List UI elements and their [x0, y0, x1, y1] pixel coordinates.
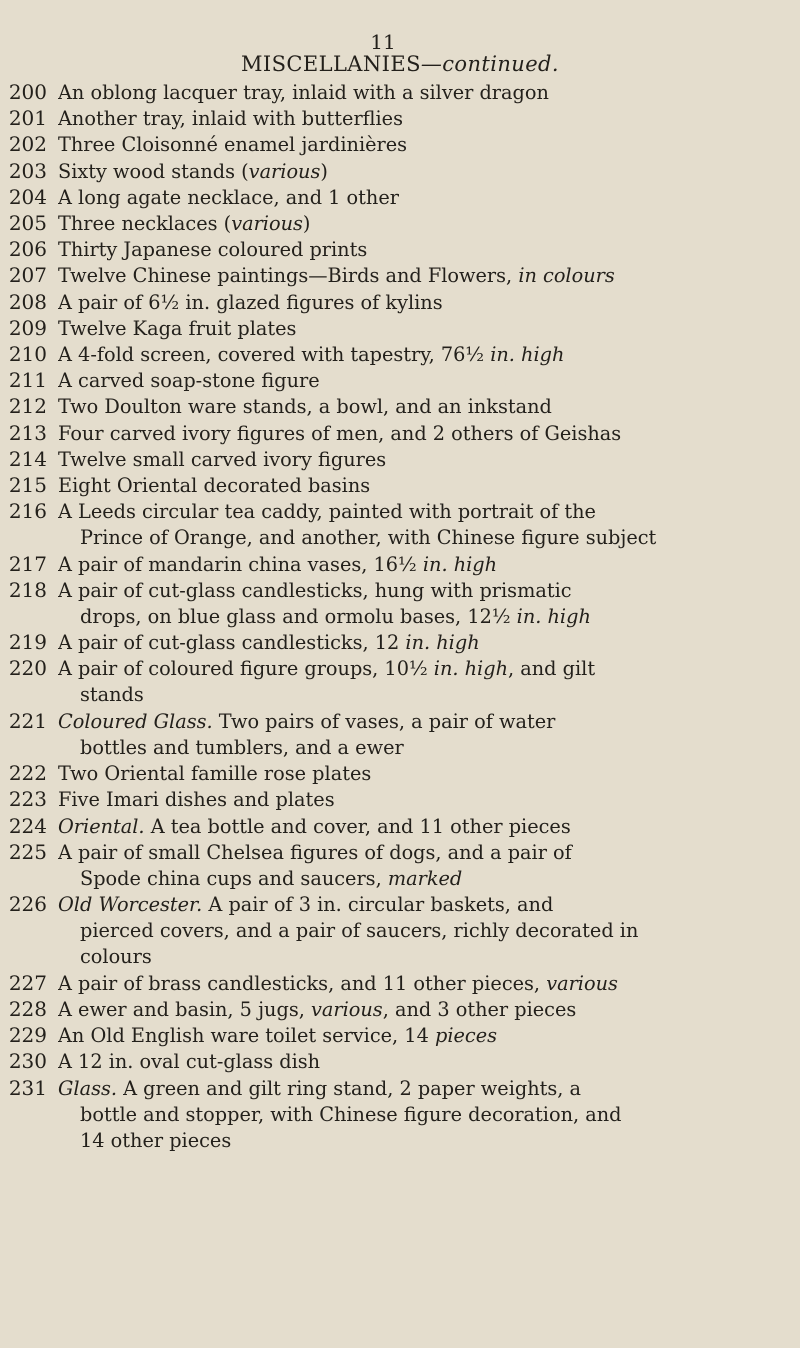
lot-description-line: A pair of mandarin china vases, 16½ in. high [58, 552, 498, 576]
lot-number: 217 [8, 551, 47, 576]
lot-description [58, 787, 800, 813]
lot-description [58, 578, 800, 630]
lot-description-line: Twelve small carved ivory figures [58, 447, 387, 471]
lot-description-line: A long agate necklace, and 1 other [58, 185, 399, 209]
lot-description [58, 394, 800, 420]
lot-description [58, 656, 800, 708]
lot-description-line: Eight Oriental decorated basins [58, 474, 371, 497]
lot-description-line: Three Cloisonné enamel jardinières [58, 133, 408, 157]
lot-description-line: A pair of cut-glass candlesticks, hung with prismatic [58, 578, 572, 602]
lot-description-line: Two Oriental famille rose plates [58, 762, 372, 786]
lot-number: 210 [8, 342, 47, 366]
lot-number: 207 [8, 263, 47, 288]
lot-description [58, 80, 800, 106]
lot-number: 201 [8, 106, 47, 131]
lot-description [58, 447, 800, 473]
lot-number: 220 [8, 656, 47, 681]
lot-description [58, 971, 800, 997]
lot-description [58, 761, 800, 787]
lot-description [58, 290, 800, 316]
lot-description-line: A pair of 6½ in. glazed figures of kylins [58, 290, 443, 314]
lot-description-line: A pair of small Chelsea figures of dogs, and a pair of [58, 840, 572, 864]
lot-number: 222 [8, 761, 47, 786]
lot-description-line: bottle and stopper, with Chinese figure decoration, and [80, 1102, 622, 1126]
lot-description-line: Prince of Orange, and another, with Chinese figure subject [80, 526, 657, 550]
lot-description [58, 892, 800, 970]
lot-description-line: Two Doulton ware stands, a bowl, and an inkstand [58, 395, 552, 419]
lot-description [58, 709, 800, 761]
lot-number: 225 [8, 839, 47, 864]
lot-description [58, 840, 800, 892]
lot-description [58, 552, 800, 578]
lot-description-line: A pair of coloured figure groups, 10½ in. high, and gilt [58, 657, 596, 681]
lot-description-line: An oblong lacquer tray, inlaid with a silver dragon [58, 81, 549, 104]
lot-description [58, 263, 800, 289]
lot-description-line: A pair of brass candlesticks, and 11 other pieces, various [58, 971, 618, 995]
lot-description [58, 342, 800, 368]
lot-description-line: pierced covers, and a pair of saucers, richly decorated in [80, 919, 639, 943]
section-title: MISCELLANIES [241, 52, 421, 76]
lot-number: 200 [8, 80, 47, 104]
lot-number: 231 [8, 1075, 47, 1100]
lot-description [58, 185, 800, 211]
lot-description-line: bottles and tumblers, and a ewer [80, 735, 404, 759]
lot-description [58, 159, 800, 185]
lot-description-line: Twelve Chinese paintings—Birds and Flowers, in colours [58, 264, 615, 288]
lot-number: 206 [8, 237, 47, 262]
lot-description [58, 421, 800, 447]
lot-description [58, 814, 800, 840]
lot-number: 223 [8, 787, 47, 812]
lot-number: 227 [8, 970, 47, 995]
lot-number: 228 [8, 997, 47, 1021]
lot-description [58, 1076, 800, 1154]
lot-description-line: Old Worcester. A pair of 3 in. circular baskets, and [58, 893, 554, 917]
lot-description-line: Coloured Glass. Two pairs of vases, a pair of water [58, 709, 556, 733]
lot-number: 202 [8, 132, 47, 157]
lot-number: 224 [8, 813, 47, 838]
lot-description-line: A carved soap-stone figure [58, 369, 320, 393]
lot-description-line: stands [80, 683, 144, 707]
lot-number: 212 [8, 394, 47, 419]
lot-description [58, 1023, 800, 1049]
lot-description [58, 997, 800, 1023]
lot-description [58, 368, 800, 394]
lot-description-line: A pair of cut-glass candlesticks, 12 in. high [58, 631, 480, 655]
lot-description [58, 473, 800, 499]
lot-number: 219 [8, 630, 47, 655]
lot-number: 229 [8, 1023, 47, 1048]
lot-number: 211 [8, 368, 47, 393]
lot-description [58, 211, 800, 237]
lot-description-line: Another tray, inlaid with butterflies [58, 107, 403, 131]
lot-number: 215 [8, 473, 47, 497]
lot-description-line: colours [80, 945, 152, 969]
page-number: 11 [370, 30, 396, 54]
lot-description-line: An Old English ware toilet service, 14 pieces [58, 1024, 498, 1048]
lot-description-line: Spode china cups and saucers, marked [80, 866, 463, 890]
lot-number: 213 [8, 420, 47, 445]
lot-description-line: A ewer and basin, 5 jugs, various, and 3 other pieces [58, 998, 577, 1021]
lot-description [58, 132, 800, 158]
section-heading [0, 52, 800, 76]
lot-description-line: Four carved ivory figures of men, and 2 others of Geishas [58, 421, 622, 445]
lot-description-line: Three necklaces (various) [58, 212, 311, 235]
lot-number: 214 [8, 446, 47, 471]
lot-description [58, 237, 800, 263]
lot-number: 204 [8, 184, 47, 209]
lot-description [58, 106, 800, 132]
lot-number: 208 [8, 289, 47, 314]
lot-description-line: A Leeds circular tea caddy, painted with portrait of the [58, 500, 596, 524]
lot-number: 230 [8, 1049, 47, 1074]
lot-description [58, 630, 800, 656]
lot-description-line: A 12 in. oval cut-glass dish [58, 1050, 321, 1074]
lot-number: 221 [8, 708, 47, 733]
lot-number: 218 [8, 577, 47, 602]
lot-description-line: Oriental. A tea bottle and cover, and 11 other pieces [58, 814, 571, 838]
lot-description-line: Twelve Kaga fruit plates [58, 316, 297, 340]
lot-description-line: Glass. A green and gilt ring stand, 2 paper weights, a [58, 1076, 582, 1100]
lot-description-line: drops, on blue glass and ormolu bases, 12½ in. high [80, 604, 591, 628]
lot-description-line: Thirty Japanese coloured prints [58, 238, 368, 262]
lot-description [58, 1049, 800, 1075]
lot-description [58, 499, 800, 551]
lot-number: 203 [8, 158, 47, 183]
lot-description-line: Five Imari dishes and plates [58, 788, 335, 812]
lot-description [58, 316, 800, 342]
section-continued: —continued. [420, 52, 559, 76]
lot-description-line: 14 other pieces [80, 1128, 232, 1152]
lot-number: 209 [8, 315, 47, 340]
lot-number: 205 [8, 211, 47, 235]
lot-number: 216 [8, 499, 47, 524]
lot-description-line: Sixty wood stands (various) [58, 159, 328, 183]
lot-number: 226 [8, 892, 47, 917]
lot-description-line: A 4-fold screen, covered with tapestry, 76½ in. high [58, 343, 565, 366]
